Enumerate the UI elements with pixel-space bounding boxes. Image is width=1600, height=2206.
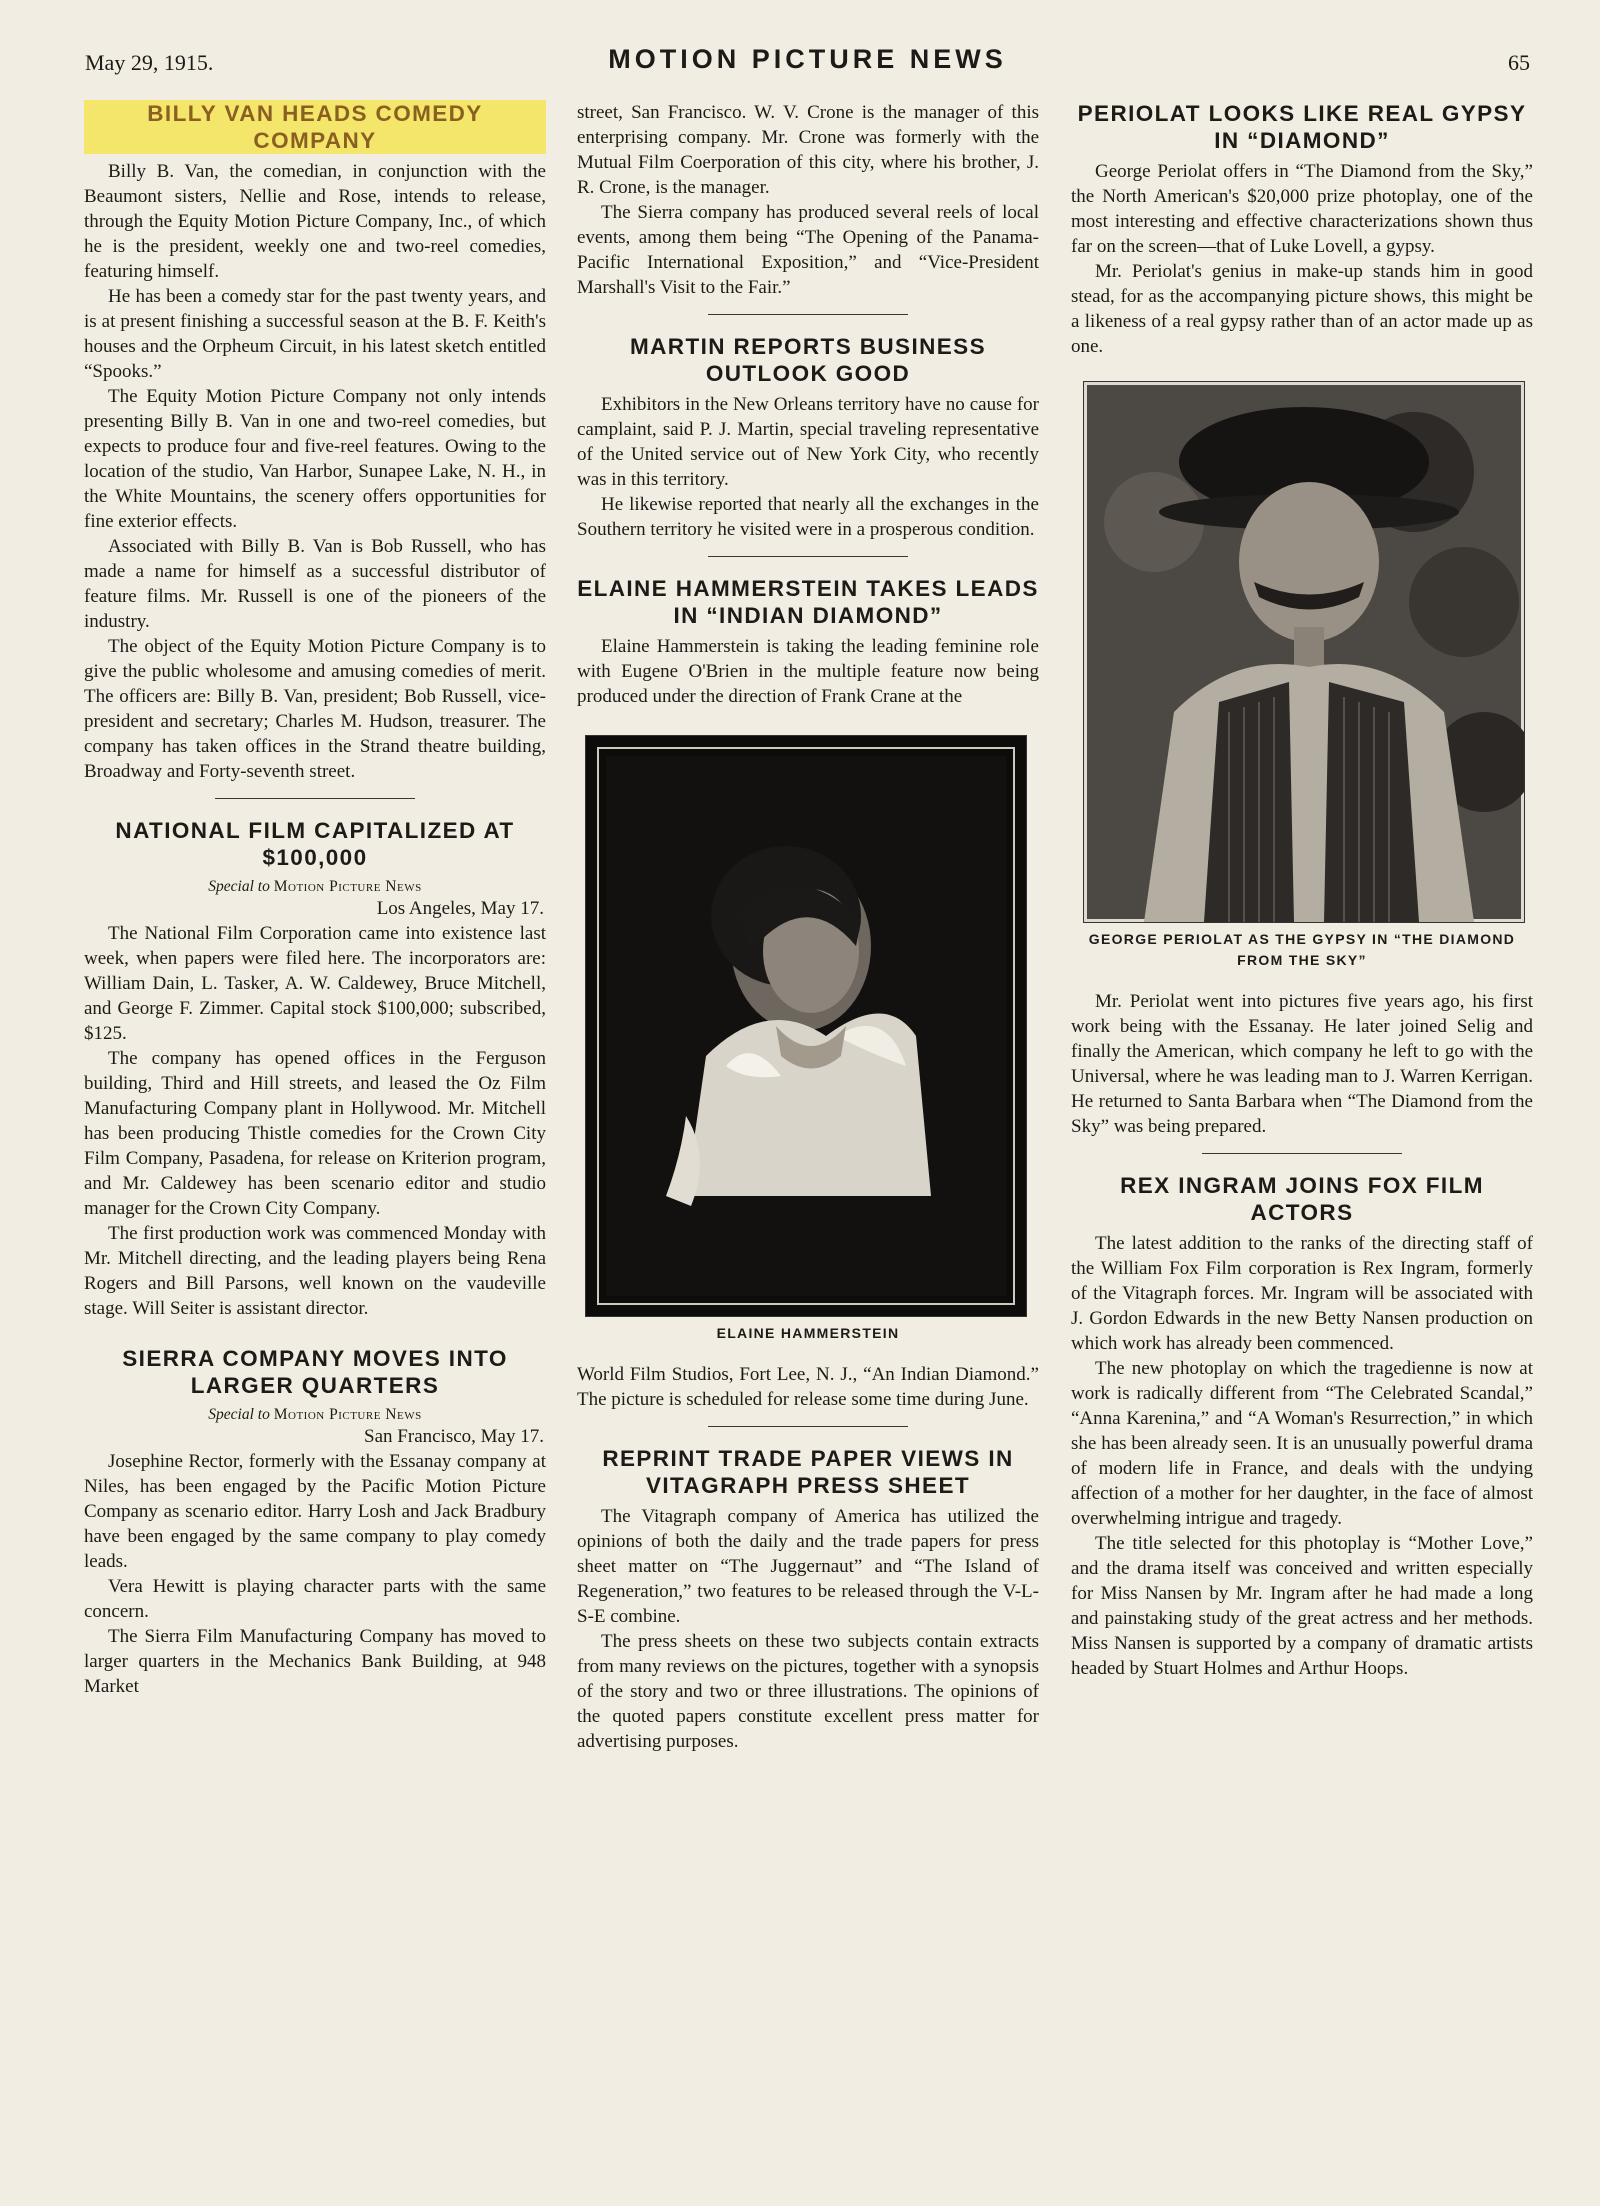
column-3 bbox=[1071, 100, 1533, 2180]
byline bbox=[84, 876, 546, 897]
paragraph: George Periolat offers in “The Diamond from the Sky,” the North American's $20,000 prize photoplay, one of the most interesting and effective characterizations shown thus far on the screen—that of Luke Lovell, a gypsy. bbox=[1071, 161, 1533, 257]
photo-caption: GEORGE PERIOLAT AS THE GYPSY IN “THE DIAMOND FROM THE SKY” bbox=[1088, 931, 1516, 968]
dateline: Los Angeles, May 17. bbox=[376, 898, 544, 919]
paragraph: World Film Studios, Fort Lee, N. J., “An Indian Diamond.” The picture is scheduled for release some time during June. bbox=[577, 1364, 1039, 1410]
paragraph: The press sheets on these two subjects contain extracts from many reviews on the pictures, together with a synopsis of the story and two or three illustrations. The opinions of the quoted papers constitute excellent press matter for advertising purposes. bbox=[577, 1631, 1039, 1752]
paragraph: Mr. Periolat's genius in make-up stands him in good stead, for as the accompanying picture shows, this might be a likeness of a real gypsy rather than of an actor made up as one. bbox=[1071, 261, 1533, 357]
paragraph: The Sierra Film Manufacturing Company has moved to larger quarters in the Mechanics Bank Building, at 948 Market bbox=[84, 1626, 546, 1697]
article-vitagraph-press-sheet bbox=[577, 1445, 1039, 1754]
byline-source: Motion Picture News bbox=[273, 1406, 422, 1423]
byline-source: Motion Picture News bbox=[273, 878, 422, 895]
headline: MARTIN REPORTS BUSINESS OUTLOOK GOOD bbox=[630, 334, 986, 386]
portrait-illustration bbox=[1084, 382, 1524, 922]
divider bbox=[215, 798, 415, 799]
paragraph: The first production work was commenced Monday with Mr. Mitchell directing, and the leading players being Rena Rogers and Bill Parsons, well known on the vaudeville stage. Will Seiter is assistant director. bbox=[84, 1223, 546, 1319]
divider bbox=[1202, 1153, 1402, 1154]
paragraph: Vera Hewitt is playing character parts with the same concern. bbox=[84, 1576, 546, 1622]
paragraph: Josephine Rector, formerly with the Essanay company at Niles, has been engaged by the Pacific Motion Picture Company as scenario editor. Harry Losh and Jack Bradbury have been engaged by the same company to play comedy leads. bbox=[84, 1451, 546, 1572]
paragraph: The Sierra company has produced several reels of local events, among them being “The Opening of the Panama-Pacific International Exposition,” and “Vice-President Marshall's Visit to the Fair.” bbox=[577, 202, 1039, 298]
article-national-film bbox=[84, 817, 546, 1321]
paragraph: The company has opened offices in the Ferguson building, Third and Hill streets, and leased the Oz Film Manufacturing Company plant in Hollywood. Mr. Mitchell has been producing Thistle comedies for the Crown City Film Company, Pasadena, for release on Kriterion program, and Mr. Caldewey has been scenario editor and studio manager for the Crown City Company. bbox=[84, 1048, 546, 1219]
portrait-illustration bbox=[586, 736, 1026, 1316]
headline: REX INGRAM JOINS FOX FILM ACTORS bbox=[1120, 1173, 1484, 1225]
paragraph: The object of the Equity Motion Picture Company is to give the public wholesome and amusing comedies of merit. The officers are: Billy B. Van, president; Bob Russell, vice-president and secretary; Charles M. Hudson, treasurer. The company has taken offices in the Strand theatre building, Broadway and Forty-seventh street. bbox=[84, 636, 546, 782]
article-sierra-continued bbox=[577, 100, 1039, 300]
divider bbox=[708, 314, 908, 315]
paragraph: street, San Francisco. W. V. Crone is the manager of this enterprising company. Mr. Crone was formerly with the Mutual Film Coerporation of this city, where his brother, J. R. Crone, is the manager. bbox=[577, 102, 1039, 198]
article-martin bbox=[577, 333, 1039, 542]
headline: ELAINE HAMMERSTEIN TAKES LEADS IN “INDIAN DIAMOND” bbox=[577, 576, 1039, 628]
headline: PERIOLAT LOOKS LIKE REAL GYPSY IN “DIAMOND” bbox=[1077, 101, 1527, 153]
byline-prefix: Special to bbox=[208, 878, 270, 895]
divider bbox=[708, 1426, 908, 1427]
column-2 bbox=[577, 100, 1039, 2180]
paragraph: He likewise reported that nearly all the exchanges in the Southern territory he visited were in a prosperous condition. bbox=[577, 494, 1039, 540]
elaine-hammerstein-photo bbox=[585, 735, 1027, 1317]
headline: SIERRA COMPANY MOVES INTO LARGER QUARTERS bbox=[122, 1346, 508, 1398]
paragraph: Mr. Periolat went into pictures five years ago, his first work being with the Essanay. He later joined Selig and finally the American, which company he left to go with the Universal, where he was leading man to J. Warren Kerrigan. He returned to Santa Barbara when “The Diamond from the Sky” was being prepared. bbox=[1071, 991, 1533, 1137]
paragraph: The Vitagraph company of America has utilized the opinions of both the daily and the trade papers for press sheet matter on “The Juggernaut” and “The Island of Regeneration,” two features to be released through the V-L-S-E combine. bbox=[577, 1506, 1039, 1627]
byline-prefix: Special to bbox=[208, 1406, 270, 1423]
column-1 bbox=[84, 100, 546, 2180]
paragraph: The Equity Motion Picture Company not only intends presenting Billy B. Van in one and two-reel comedies, but expects to produce four and five-reel features. Owing to the location of the studio, Van Harbor, Sunapee Lake, N. H., in the White Mountains, the scenery offers opportunities for fine exterior effects. bbox=[84, 386, 546, 532]
page-number: 65 bbox=[1508, 50, 1530, 75]
paragraph: The title selected for this photoplay is “Mother Love,” and the drama itself was conceived and written especially for Miss Nansen by Mr. Ingram after he had made a long and painstaking study of the great actress and her methods. Miss Nansen is supported by a company of dramatic artists headed by Stuart Holmes and Arthur Hoops. bbox=[1071, 1533, 1533, 1679]
paragraph: The latest addition to the ranks of the directing staff of the William Fox Film corporation is Rex Ingram, formerly of the Vitagraph forces. Mr. Ingram will be associated with J. Gordon Edwards in the new Betty Nansen production on which work has already been commenced. bbox=[1071, 1233, 1533, 1354]
article-billy-van bbox=[84, 100, 546, 784]
paragraph: The National Film Corporation came into existence last week, when papers were filed here. The incorporators are: William Dain, L. Tasker, A. W. Caldewey, Bruce Mitchell, and George F. Zimmer. Capital stock $100,000; subscribed, $125. bbox=[84, 923, 546, 1044]
article-periolat bbox=[1071, 100, 1533, 1139]
paragraph: The new photoplay on which the tragedienne is now at work is radically different from “The Celebrated Scandal,” “Anna Karenina,” and “A Woman's Resurrection,” in which she has been already seen. It is an unusually powerful drama of modern life in France, and deals with the undying affection of a mother for her daughter, in the face of almost overwhelming intrigue and tragedy. bbox=[1071, 1358, 1533, 1529]
paragraph: Billy B. Van, the comedian, in conjunction with the Beaumont sisters, Nellie and Rose, intends to release, through the Equity Motion Picture Company, Inc., of which he is the president, weekly one and two-reel comedies, featuring himself. bbox=[84, 161, 546, 282]
george-periolat-photo bbox=[1083, 381, 1525, 923]
photo-caption: ELAINE HAMMERSTEIN bbox=[716, 1325, 900, 1341]
headline-highlighted: BILLY VAN HEADS COMEDY COMPANY bbox=[84, 100, 546, 154]
dateline: San Francisco, May 17. bbox=[364, 1426, 544, 1447]
page-header bbox=[85, 44, 1530, 84]
article-sierra-company bbox=[84, 1345, 546, 1699]
paragraph: Associated with Billy B. Van is Bob Russell, who has made a name for himself as a successful distributor of feature films. Mr. Russell is one of the pioneers of the industry. bbox=[84, 536, 546, 632]
divider bbox=[708, 556, 908, 557]
article-elaine-hammerstein bbox=[577, 575, 1039, 1412]
byline bbox=[84, 1404, 546, 1425]
paragraph: Elaine Hammerstein is taking the leading feminine role with Eugene O'Brien in the multiple feature now being produced under the direction of Frank Crane at the bbox=[577, 636, 1039, 707]
headline: REPRINT TRADE PAPER VIEWS IN VITAGRAPH PRESS SHEET bbox=[602, 1446, 1014, 1498]
article-rex-ingram bbox=[1071, 1172, 1533, 1681]
paragraph: Exhibitors in the New Orleans territory have no cause for camplaint, said P. J. Martin, special traveling representative of the United service out of New York City, who recently was in this territory. bbox=[577, 394, 1039, 490]
paragraph: He has been a comedy star for the past twenty years, and is at present finishing a successful season at the B. F. Keith's houses and the Orpheum Circuit, in his latest sketch entitled “Spooks.” bbox=[84, 286, 546, 382]
headline: NATIONAL FILM CAPITALIZED AT $100,000 bbox=[115, 818, 515, 870]
issue-date: May 29, 1915. bbox=[85, 50, 214, 75]
publication-title: MOTION PICTURE NEWS bbox=[608, 44, 1007, 74]
